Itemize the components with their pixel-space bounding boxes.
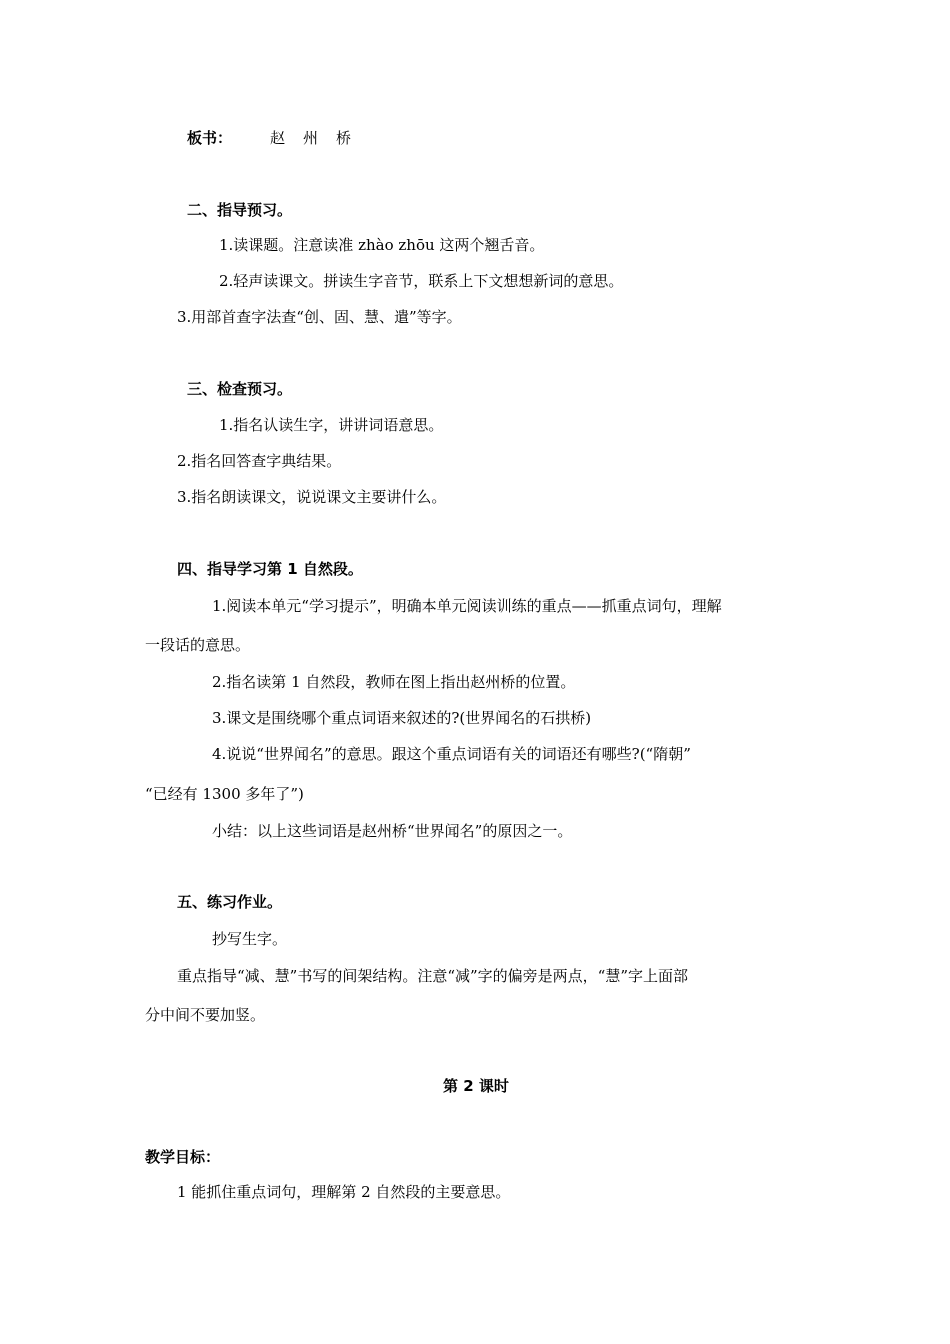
list-item: 1.阅读本单元“学习提示”，明确本单元阅读训练的重点——抓重点词句，理解 <box>212 597 722 615</box>
list-item: 抄写生字。 <box>212 930 288 948</box>
section-heading: 二、指导预习。 <box>187 201 293 219</box>
list-item: 1 能抓住重点词句，理解第 2 自然段的主要意思。 <box>177 1183 511 1201</box>
summary-text: 小结：以上这些词语是赵州桥“世界闻名”的原因之一。 <box>212 822 573 840</box>
list-item: 2.指名读第 1 自然段，教师在图上指出赵州桥的位置。 <box>212 673 576 691</box>
list-item: 2.轻声读课文。拼读生字音节，联系上下文想想新词的意思。 <box>219 272 624 290</box>
board-char-3: 桥 <box>336 129 352 147</box>
list-item: 3.用部首查字法查“创、固、慧、遣”等字。 <box>177 308 462 326</box>
board-char-2: 州 <box>303 129 319 147</box>
section-heading: 四、指导学习第 1 自然段。 <box>177 560 363 578</box>
lesson-title: 第 2 课时 <box>443 1077 509 1095</box>
list-item-continuation: 一段话的意思。 <box>145 636 251 654</box>
board-char-1: 赵 <box>270 129 286 147</box>
goals-heading: 教学目标： <box>145 1148 221 1166</box>
list-item: 4.说说“世界闻名”的意思。跟这个重点词语有关的词语还有哪些?(“隋朝” <box>212 745 691 763</box>
list-item: 3.指名朗读课文，说说课文主要讲什么。 <box>177 488 447 506</box>
list-item: 3.课文是围绕哪个重点词语来叙述的?(世界闻名的石拱桥) <box>212 709 592 727</box>
board-label: 板书： <box>187 129 233 147</box>
list-item-continuation: “已经有 1300 多年了”) <box>145 785 304 803</box>
list-item: 重点指导“减、慧”书写的间架结构。注意“减”字的偏旁是两点，“慧”字上面部 <box>177 967 689 985</box>
list-item: 1.指名认读生字，讲讲词语意思。 <box>219 416 444 434</box>
list-item: 1.读课题。注意读准 zhào zhōu 这两个翘舌音。 <box>219 236 545 254</box>
list-item: 2.指名回答查字典结果。 <box>177 452 342 470</box>
section-heading: 三、检查预习。 <box>187 380 293 398</box>
board-title <box>270 128 351 148</box>
list-item-continuation: 分中间不要加竖。 <box>145 1006 266 1024</box>
section-heading: 五、练习作业。 <box>177 893 283 911</box>
